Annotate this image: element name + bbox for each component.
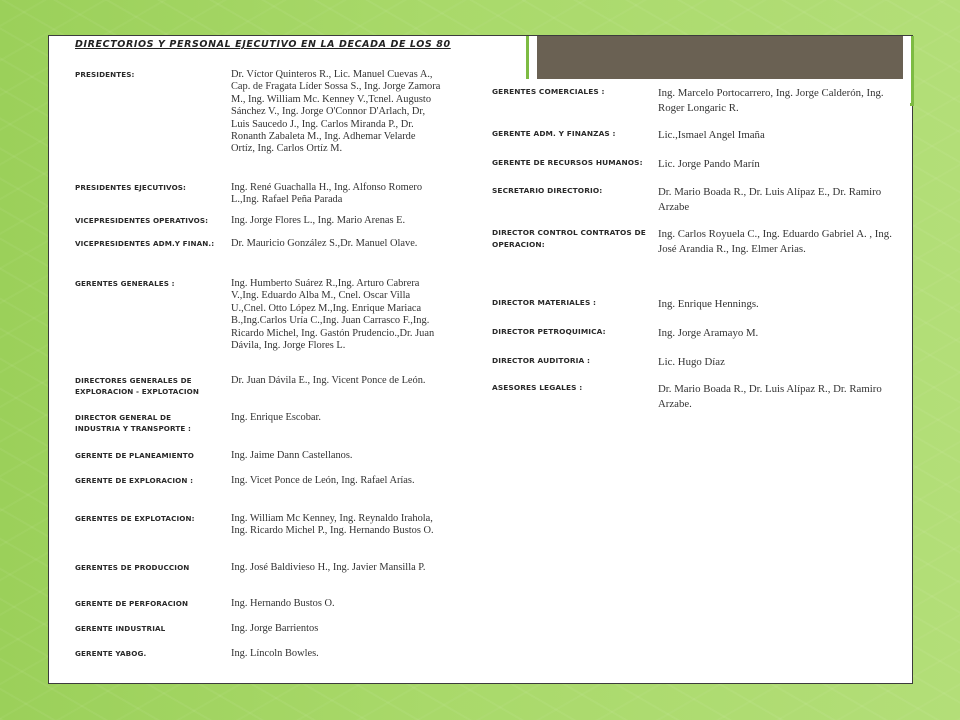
right-entry-value: Dr. Mario Boada R., Dr. Luis Alípaz R., Dr. Ramiro Arzabe. <box>658 383 882 410</box>
right-entry-label: GERENTES COMERCIALES : <box>492 87 605 96</box>
right-entry-label: GERENTE DE RECURSOS HUMANOS: <box>492 158 643 167</box>
left-entry-label: VICEPRESIDENTES ADM.Y FINAN.: <box>75 239 215 248</box>
right-entry-label: ASESORES LEGALES : <box>492 383 583 392</box>
left-entry-value: Dr. Juan Dávila E., Ing. Vicent Ponce de León. <box>231 375 426 386</box>
right-entry-value: Ing. Carlos Royuela C., Ing. Eduardo Gabriel A. , Ing. José Arandia R., Ing. Elmer Arias. <box>658 228 892 255</box>
right-entry-label: DIRECTOR MATERIALES : <box>492 298 597 307</box>
right-entry-label: DIRECTOR PETROQUIMICA: <box>492 327 606 336</box>
left-entry-value: Ing. Enrique Escobar. <box>231 412 322 423</box>
left-entry-value: Ing. Hernando Bustos O. <box>231 598 335 609</box>
left-entry-value: Ing. José Baldivieso H., Ing. Javier Mansilla P. <box>231 562 426 573</box>
left-entry-value: Dr. Víctor Quinteros R., Lic. Manuel Cuevas A., Cap. de Fragata Líder Sossa S., Ing. Jorge Zamora M., Ing. William Mc. Kenney V.,Tcnel. Augusto Sánchez V., Ing. Jorge O'Connor D'Arlach, Dr, Luis Saucedo J., Ing. Carlos Miranda P., Dr. Ronanth Zabaleta M., Ing. Adhemar Velarde Ortíz, Ing. Carlos Ortíz M. <box>231 69 441 155</box>
left-entry-value: Ing. René Guachalla H., Ing. Alfonso Romero L.,Ing. Rafael Peña Parada <box>231 182 423 206</box>
right-entry-value: Ing. Marcelo Portocarrero, Ing. Jorge Calderón, Ing. Roger Longaric R. <box>658 87 884 114</box>
left-entry-value: Ing. Jaime Dann Castellanos. <box>231 450 353 461</box>
left-entry-label: GERENTE DE EXPLORACION : <box>75 476 194 485</box>
left-entry-label: DIRECTOR GENERAL DE INDUSTRIA Y TRANSPORTE : <box>75 413 191 433</box>
left-entry-label: PRESIDENTES EJECUTIVOS: <box>75 183 187 192</box>
left-entry-value: Dr. Mauricio González S.,Dr. Manuel Olave. <box>231 238 418 249</box>
right-entry-value: Ing. Jorge Aramayo M. <box>658 327 759 339</box>
right-entry-label: DIRECTOR CONTROL CONTRATOS DE OPERACION: <box>492 228 646 249</box>
right-entry-label: SECRETARIO DIRECTORIO: <box>492 186 603 195</box>
left-entry-label: GERENTE YABOG. <box>75 649 147 658</box>
left-entry-value: Ing. William Mc Kenney, Ing. Reynaldo Irahola, Ing. Ricardo Michel P., Ing. Hernando Bustos O. <box>231 513 434 537</box>
right-entry-value: Ing. Enrique Hennings. <box>658 298 759 310</box>
right-entry-value: Dr. Mario Boada R., Dr. Luis Alípaz E., Dr. Ramiro Arzabe <box>658 186 882 213</box>
left-entry-label: VICEPRESIDENTES OPERATIVOS: <box>75 216 209 225</box>
document-heading: DIRECTORIOS Y PERSONAL EJECUTIVO EN LA DECADA DE LOS 80 <box>75 39 451 50</box>
left-entry-value: Ing. Vicet Ponce de León, Ing. Rafael Arías. <box>231 475 415 486</box>
left-entry-label: GERENTE DE PERFORACION <box>75 599 189 608</box>
left-entry-label: GERENTES GENERALES : <box>75 279 175 288</box>
left-entry-label: GERENTE DE PLANEAMIENTO <box>75 451 194 460</box>
left-entry-label: DIRECTORES GENERALES DE EXPLORACION - EXPLOTACION <box>75 376 199 396</box>
left-entry-value: Ing. Jorge Barrientos <box>231 623 319 634</box>
left-entry-value: Ing. Humberto Suárez R.,Ing. Arturo Cabrera V.,Ing. Eduardo Alba M., Cnel. Oscar Villa U.,Cnel. Otto López M.,Ing. Enrique Mariaca B.,Ing.Carlos Uría C.,Ing. Juan Carrasco F.,Ing. Ricardo Michel, Ing. Gastón Prudencio.,Dr. Juan Dávila, Ing. Jorge Flores L. <box>231 278 435 352</box>
right-entry-value: Lic. Jorge Pando Marín <box>658 158 760 170</box>
left-entry-value: Ing. Jorge Flores L., Ing. Mario Arenas E. <box>231 215 406 226</box>
right-entry-label: DIRECTOR AUDITORIA : <box>492 356 591 365</box>
right-entry-value: Lic.,Ismael Angel Imaña <box>658 129 765 141</box>
right-entry-value: Lic. Hugo Díaz <box>658 356 725 368</box>
left-entry-label: PRESIDENTES: <box>75 70 135 79</box>
left-entry-label: GERENTE INDUSTRIAL <box>75 624 166 633</box>
left-entry-label: GERENTES DE PRODUCCION <box>75 563 190 572</box>
right-entry-label: GERENTE ADM. Y FINANZAS : <box>492 129 616 138</box>
left-entry-label: GERENTES DE EXPLOTACION: <box>75 514 195 523</box>
left-entry-value: Ing. Líncoln Bowles. <box>231 648 319 659</box>
